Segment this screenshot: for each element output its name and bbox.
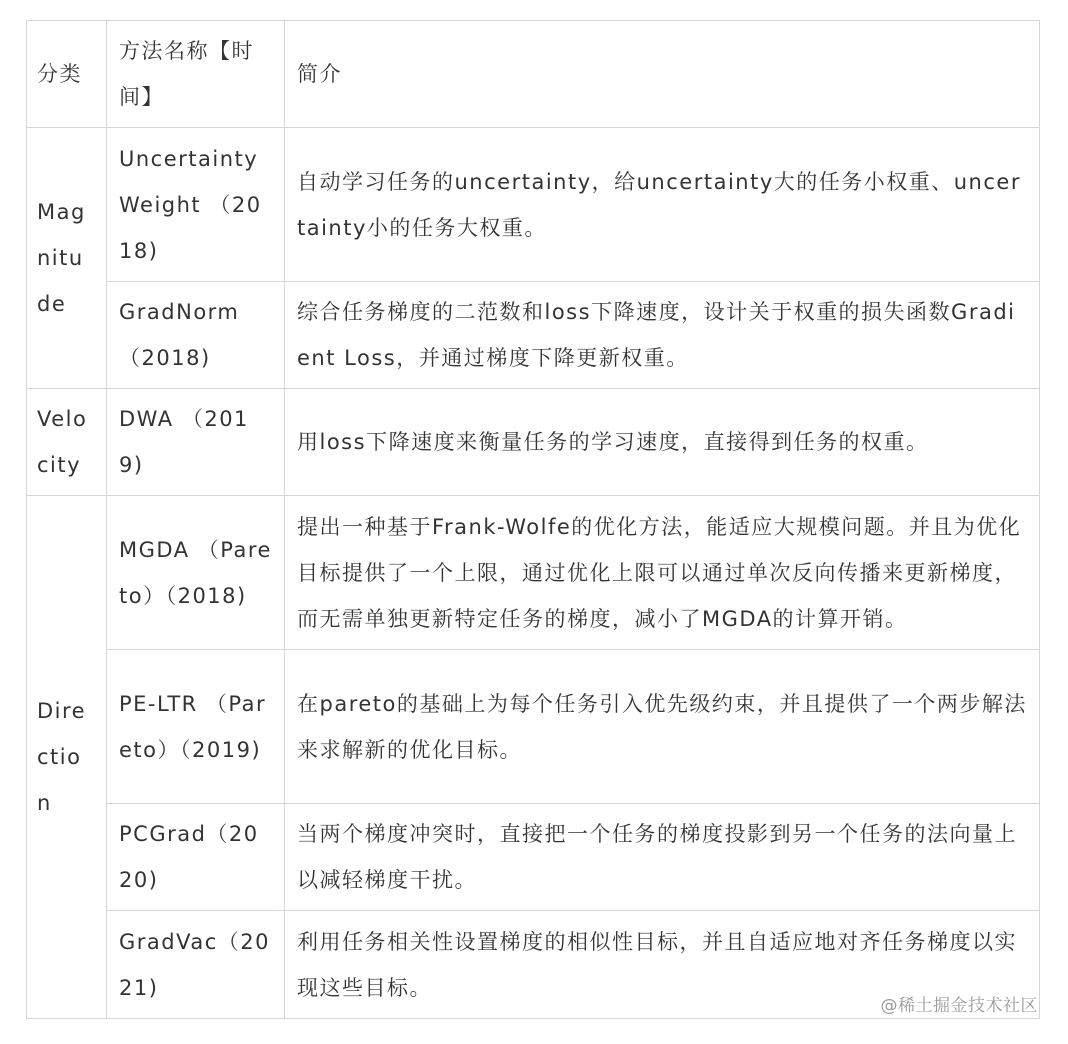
group-velocity: Velocity — [27, 389, 107, 496]
header-intro: 简介 — [285, 21, 1040, 128]
group-magnitude: Magnitude — [27, 128, 107, 389]
methods-table — [26, 20, 1040, 1019]
watermark: @稀土掘金技术社区 — [880, 996, 1038, 1016]
table-row — [27, 389, 1040, 496]
header-category: 分类 — [27, 21, 107, 128]
intro-cell: 提出一种基于Frank-Wolfe的优化方法，能适应大规模问题。并且为优化目标提供了一个上限，通过优化上限可以通过单次反向传播来更新梯度，而无需单独更新特定任务的梯度，减小了MGDA的计算开销。 — [285, 496, 1040, 650]
intro-cell: 自动学习任务的uncertainty，给uncertainty大的任务小权重、uncertainty小的任务大权重。 — [285, 128, 1040, 282]
intro-cell: 综合任务梯度的二范数和loss下降速度，设计关于权重的损失函数Gradient Loss，并通过梯度下降更新权重。 — [285, 282, 1040, 389]
method-cell: MGDA （Pareto）（2018) — [107, 496, 285, 650]
header-row — [27, 21, 1040, 128]
method-cell: PCGrad（2020) — [107, 804, 285, 911]
group-direction: Direction — [27, 496, 107, 1019]
method-cell: Uncertainty Weight （2018) — [107, 128, 285, 282]
intro-cell: 用loss下降速度来衡量任务的学习速度，直接得到任务的权重。 — [285, 389, 1040, 496]
intro-cell: 当两个梯度冲突时，直接把一个任务的梯度投影到另一个任务的法向量上以减轻梯度干扰。 — [285, 804, 1040, 911]
table-row — [27, 804, 1040, 911]
table-row — [27, 496, 1040, 650]
header-method: 方法名称【时间】 — [107, 21, 285, 128]
method-cell: GradNorm （2018) — [107, 282, 285, 389]
table-row — [27, 650, 1040, 804]
method-cell: DWA （2019) — [107, 389, 285, 496]
table-row — [27, 128, 1040, 282]
table-row — [27, 282, 1040, 389]
method-cell: PE-LTR （Pareto）（2019) — [107, 650, 285, 804]
method-cell: GradVac（2021) — [107, 911, 285, 1019]
intro-cell: 在pareto的基础上为每个任务引入优先级约束，并且提供了一个两步解法来求解新的优化目标。 — [285, 650, 1040, 804]
intro-cell: 利用任务相关性设置梯度的相似性目标，并且自适应地对齐任务梯度以实现这些目标。 — [285, 911, 1040, 1019]
